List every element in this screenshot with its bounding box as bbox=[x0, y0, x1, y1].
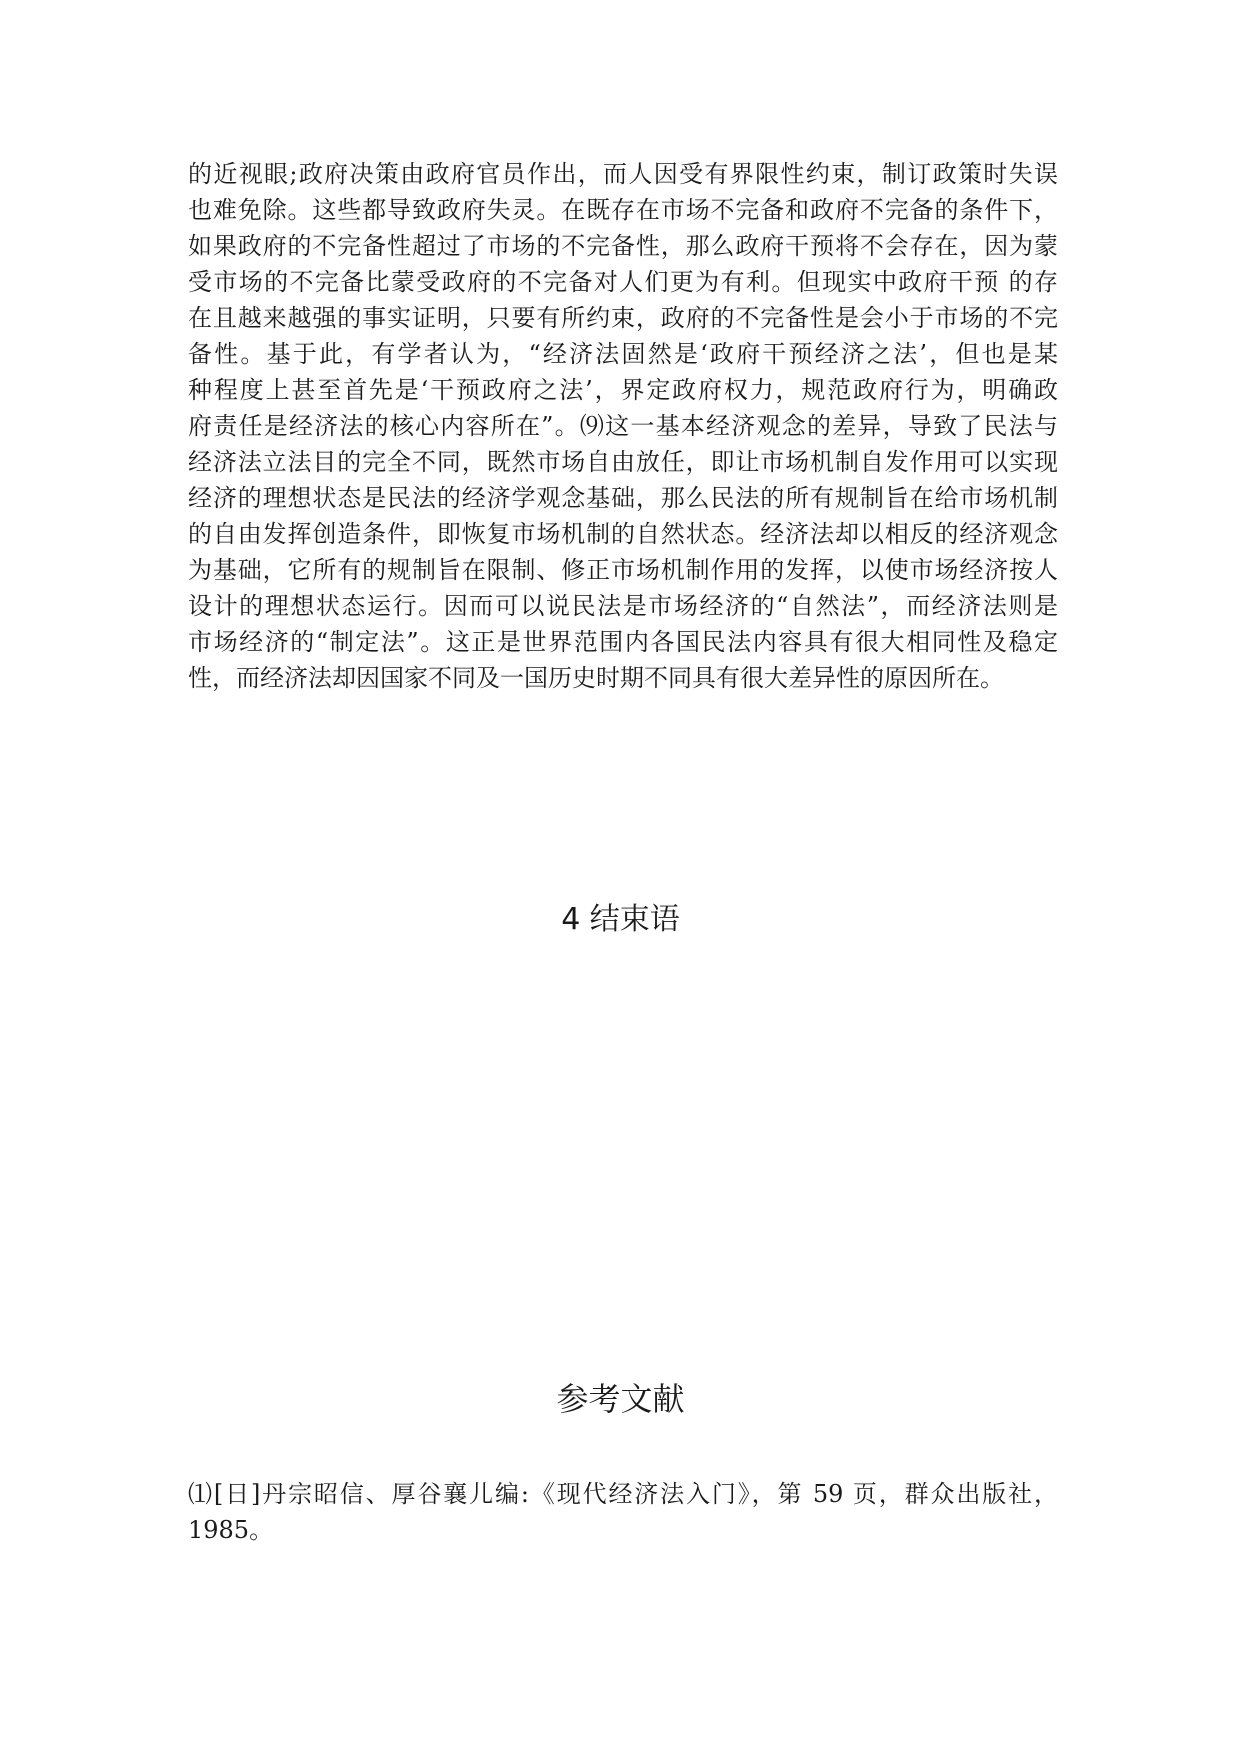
body-paragraph bbox=[188, 156, 1058, 696]
paragraph-line: 的自由发挥创造条件，即恢复市场机制的自然状态。经济法却以相反的经济观念 bbox=[188, 520, 1058, 548]
paragraph-line: 在且越来越强的事实证明，只要有所约束，政府的不完备性是会小于市场的不完 bbox=[188, 304, 1058, 332]
paragraph-line: 经济法立法目的完全不同，既然市场自由放任，即让市场机制自发作用可以实现 bbox=[188, 448, 1058, 476]
paragraph-line: 市场经济的“制定法”。这正是世界范围内各国民法内容具有很大相同性及稳定 bbox=[188, 628, 1058, 656]
references-list bbox=[188, 1476, 1058, 1548]
reference-line: ⑴[日]丹宗昭信、厚谷襄儿编:《现代经济法入门》，第 59 页，群众出版社， bbox=[188, 1480, 1058, 1508]
paragraph-line: 也难免除。这些都导致政府失灵。在既存在市场不完备和政府不完备的条件下， bbox=[188, 196, 1058, 224]
paragraph-line: 如果政府的不完备性超过了市场的不完备性，那么政府干预将不会存在，因为蒙 bbox=[188, 232, 1058, 260]
paragraph-line: 性，而经济法却因国家不同及一国历史时期不同具有很大差异性的原因所在。 bbox=[188, 664, 1004, 692]
conclusion-heading: 4 结束语 bbox=[561, 902, 680, 937]
paragraph-line: 的近视眼;政府决策由政府官员作出，而人因受有界限性约束，制订政策时失误 bbox=[188, 160, 1058, 188]
paragraph-line: 备性。基于此，有学者认为，“经济法固然是‘政府干预经济之法’，但也是某 bbox=[188, 340, 1058, 368]
paragraph-line: 经济的理想状态是民法的经济学观念基础，那么民法的所有规制旨在给市场机制 bbox=[188, 484, 1058, 512]
paragraph-line: 种程度上甚至首先是‘干预政府之法’，界定政府权力，规范政府行为，明确政 bbox=[188, 376, 1058, 404]
paragraph-line: 府责任是经济法的核心内容所在”。⑼这一基本经济观念的差异，导致了民法与 bbox=[188, 412, 1058, 440]
paragraph-line: 为基础，它所有的规制旨在限制、修正市场机制作用的发挥，以使市场经济按人 bbox=[188, 556, 1058, 584]
paragraph-line: 受市场的不完备比蒙受政府的不完备对人们更为有利。但现实中政府干预 的存 bbox=[188, 268, 1058, 296]
reference-line: 1985。 bbox=[188, 1516, 274, 1544]
paragraph-line: 设计的理想状态运行。因而可以说民法是市场经济的“自然法”，而经济法则是 bbox=[188, 592, 1058, 620]
references-heading: 参考文献 bbox=[556, 1380, 685, 1418]
